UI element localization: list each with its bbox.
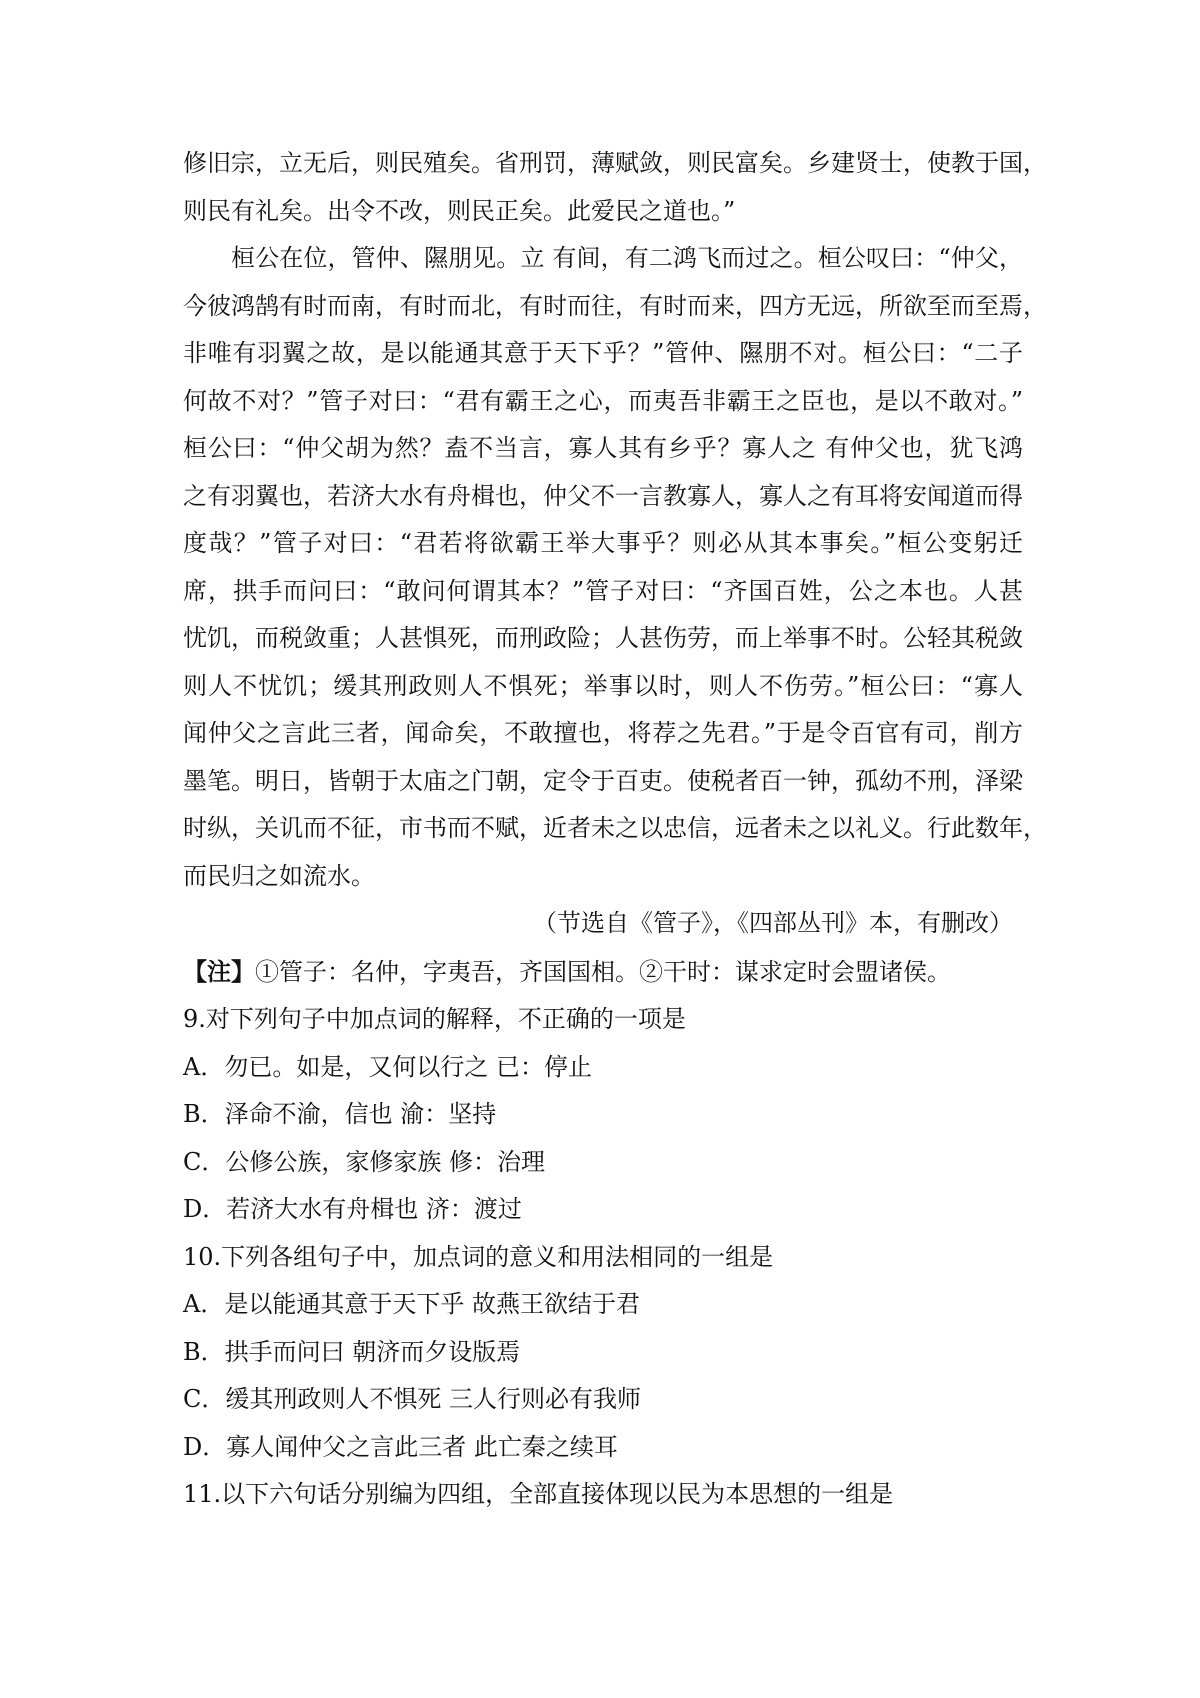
passage-line: 而民归之如流水。 [183,861,375,890]
option-b: B．泽命不渝，信也 渝：坚持 [183,1100,497,1128]
passage-line: 度哉？”管子对曰：“君若将欲霸王举大事乎？则必从其本事矣。”桓公变躬迁 [183,529,1023,557]
passage-line: 何故不对？”管子对曰：“君有霸王之心，而夷吾非霸王之臣也，是以不敢对。” [183,386,1023,415]
question-stem: 9.对下列句子中加点词的解释，不正确的一项是 [183,1005,686,1033]
document-page [183,140,1047,1519]
passage-line: 时纵，关讥而不征，市书而不赋，近者未之以忠信，远者未之以礼义。行此数年， [183,814,1047,842]
passage-line: 今彼鸿鹄有时而南，有时而北，有时而往，有时而来，四方无远，所欲至而至焉， [183,291,1047,320]
option-c: C．公修公族，家修家族 修：治理 [183,1147,545,1176]
option-a: A．是以能通其意于天下乎 故燕王欲结于君 [183,1290,640,1318]
passage-line: 之有羽翼也，若济大水有舟楫也，仲父不一言教寡人，寡人之有耳将安闻道而得 [183,481,1023,510]
passage-line: 桓公在位，管仲、隰朋见。立 有间，有二鸿飞而过之。桓公叹曰：“仲父， [231,244,1023,272]
option-b: B．拱手而问曰 朝济而夕设版焉 [183,1337,521,1366]
option-c: C．缓其刑政则人不惧死 三人行则必有我师 [183,1385,641,1413]
question-stem: 11.以下六句话分别编为四组，全部直接体现以民为本思想的一组是 [183,1480,894,1508]
note [183,948,1023,997]
passage-tail [183,140,1047,235]
passage-line: 则民有礼矣。出令不改，则民正矣。此爱民之道也。” [183,196,736,225]
question-9 [183,996,1023,1234]
question-10 [183,1234,1023,1472]
question-stem: 10.下列各组句子中，加点词的意义和用法相同的一组是 [183,1242,774,1271]
passage-line: 桓公曰：“仲父胡为然？盍不当言，寡人其有乡乎？寡人之 有仲父也，犹飞鸿 [183,434,1023,462]
passage-main [183,235,1047,900]
note-text: ①管子：名仲，字夷吾，齐国国相。②干时：谋求定时会盟诸侯。 [255,957,951,986]
note-label: 【注】 [183,956,255,986]
option-a: A．勿已。如是，又何以行之 已：停止 [183,1052,592,1081]
passage-line: 修旧宗，立无后，则民殖矣。省刑罚，薄赋敛，则民富矣。乡建贤士，使教于国， [183,149,1047,177]
passage-line: 墨笔。明日，皆朝于太庙之门朝，定令于百吏。使税者百一钟，孤幼不刑，泽梁 [183,766,1023,795]
passage-line: 非唯有羽翼之故，是以能通其意于天下乎？”管仲、隰朋不对。桓公曰：“二子 [183,339,1023,367]
source-citation: （节选自《管子》，《四部丛刊》本，有删改） [533,909,1013,937]
passage-line: 席，拱手而问曰：“敢问何谓其本？”管子对曰：“齐国百姓，公之本也。人甚 [183,576,1023,605]
passage-line: 则人不忧饥；缓其刑政则人不惧死；举事以时，则人不伤劳。”桓公曰：“寡人 [183,671,1023,700]
question-11 [183,1471,1023,1519]
option-d: D．若济大水有舟楫也 济：渡过 [183,1195,522,1223]
option-d: D．寡人闻仲父之言此三者 此亡秦之续耳 [183,1432,618,1461]
passage-line: 闻仲父之言此三者，闻命矣，不敢擅也，将荐之先君。”于是令百官有司，削方 [183,719,1023,747]
passage-line: 忧饥，而税敛重；人甚惧死，而刑政险；人甚伤劳，而上举事不时。公轻其税敛 [183,624,1023,652]
